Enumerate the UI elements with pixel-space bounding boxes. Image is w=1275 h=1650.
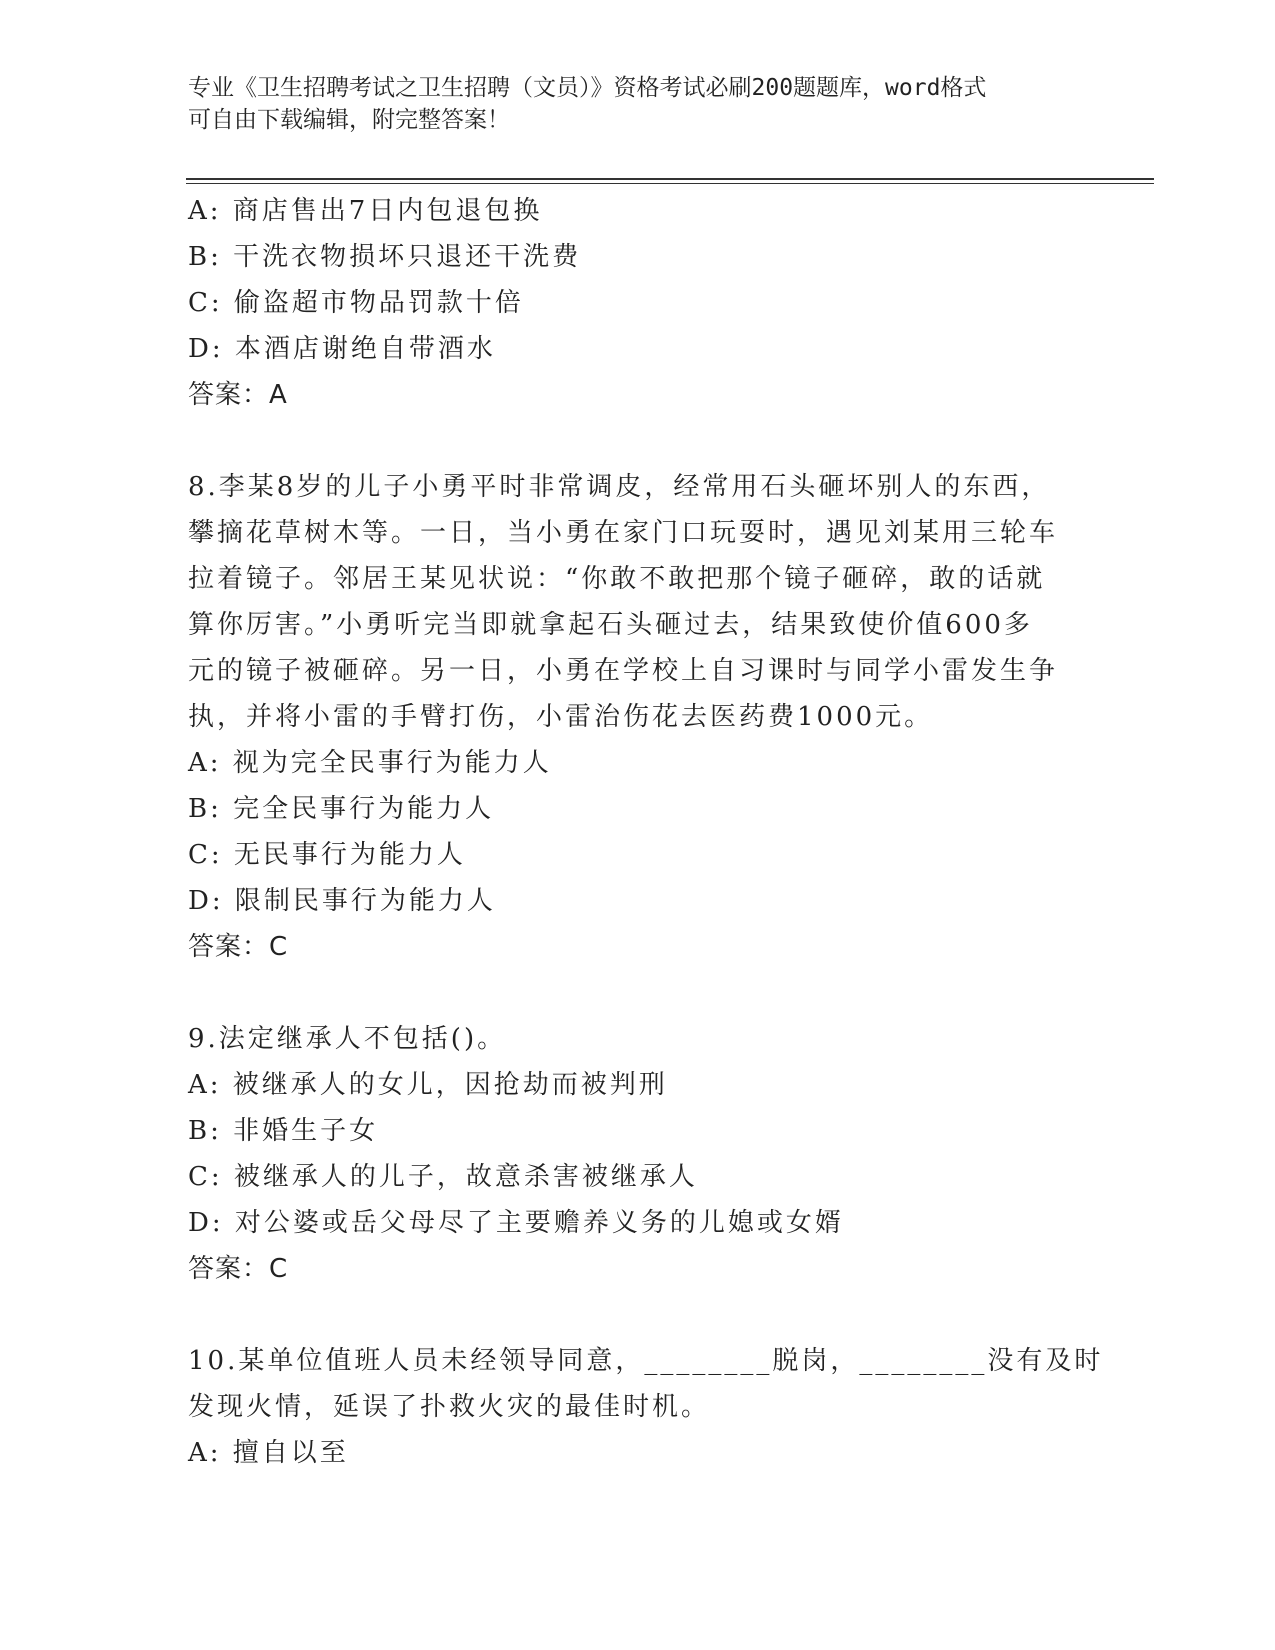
question-7	[188, 188, 1068, 418]
option-a: A: 擅自以至	[188, 1438, 349, 1468]
option-c: C: 偷盗超市物品罚款十倍	[188, 288, 524, 318]
header-title-line-2: 可自由下载编辑，附完整答案！	[188, 107, 510, 133]
question-text-line: 8.李某8岁的儿子小勇平时非常调皮，经常用石头砸坏别人的东西，	[188, 472, 1051, 502]
option-a: A: 视为完全民事行为能力人	[188, 748, 552, 778]
option-a: A: 商店售出7日内包退包换	[188, 196, 543, 226]
spacer	[188, 1292, 1068, 1338]
option-b: B: 非婚生子女	[188, 1116, 379, 1146]
header-divider-thick	[186, 178, 1154, 180]
question-text-line: 拉着镜子。邻居王某见状说：“你敢不敢把那个镜子砸碎，敢的话就	[188, 564, 1046, 594]
question-text-line: 攀摘花草树木等。一日，当小勇在家门口玩耍时，遇见刘某用三轮车	[188, 518, 1059, 548]
answer-text: 答案：C	[188, 932, 289, 962]
option-d: D: 对公婆或岳父母尽了主要赡养义务的儿媳或女婿	[188, 1208, 844, 1238]
header-title-line-1: 专业《卫生招聘考试之卫生招聘（文员）》资格考试必刷200题题库，word格式	[188, 75, 987, 101]
question-list	[188, 188, 1104, 1476]
question-text-line: 算你厉害。”小勇听完当即就拿起石头砸过去，结果致使价值600多	[188, 610, 1033, 640]
spacer	[188, 970, 1068, 1016]
answer-text: 答案：A	[188, 380, 288, 410]
spacer	[188, 418, 1068, 464]
question-text-line: 发现火情，延误了扑救火灾的最佳时机。	[188, 1392, 711, 1422]
question-8	[188, 464, 1068, 970]
option-b: B: 干洗衣物损坏只退还干洗费	[188, 242, 582, 272]
header-divider-thin	[186, 183, 1154, 184]
option-a: A: 被继承人的女儿，因抢劫而被判刑	[188, 1070, 668, 1100]
option-d: D: 限制民事行为能力人	[188, 886, 496, 916]
option-c: C: 被继承人的儿子，故意杀害被继承人	[188, 1162, 698, 1192]
question-text-line: 执，并将小雷的手臂打伤，小雷治伤花去医药费1000元。	[188, 702, 934, 732]
question-10	[188, 1338, 1104, 1476]
option-d: D: 本酒店谢绝自带酒水	[188, 334, 496, 364]
question-text-line: 9.法定继承人不包括()。	[188, 1024, 507, 1054]
question-9	[188, 1016, 1068, 1292]
document-header	[188, 72, 1068, 136]
option-b: B: 完全民事行为能力人	[188, 794, 495, 824]
question-text-line: 10.某单位值班人员未经领导同意，________脱岗，________没有及时	[188, 1346, 1104, 1376]
option-c: C: 无民事行为能力人	[188, 840, 466, 870]
answer-text: 答案：C	[188, 1254, 289, 1284]
question-text-line: 元的镜子被砸碎。另一日，小勇在学校上自习课时与同学小雷发生争	[188, 656, 1059, 686]
